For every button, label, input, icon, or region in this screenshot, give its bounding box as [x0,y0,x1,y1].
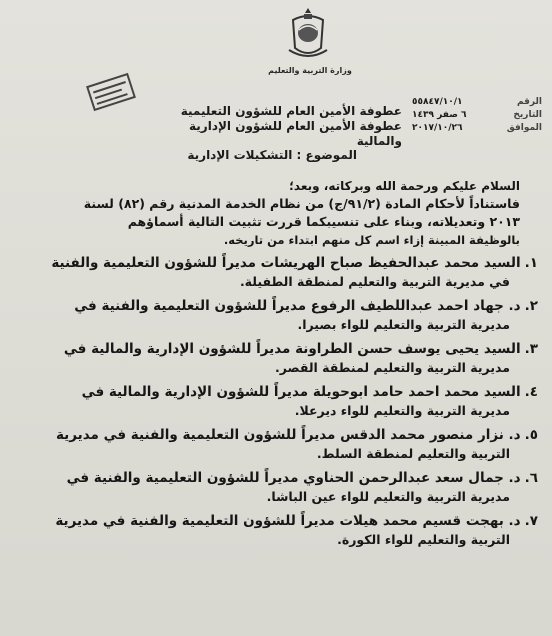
item-number: ٦. [524,470,538,486]
item-line: د. جهاد احمد عبداللطيف الرفوع مديراً للشؤون التعليمية والفنية في [74,298,521,314]
gregorian-date-value: ٢٠١٧/١٠/٢٦ [412,123,463,133]
ministry-name: وزارة التربية والتعليم [268,66,352,75]
recipient-line: عطوفة الأمين العام للشؤون الإدارية والمالية [189,119,402,148]
gregorian-date-label: الموافق [506,123,542,133]
recipients [142,104,402,149]
subject-line: الموضوع : التشكيلات الإدارية [187,148,357,162]
number-value: ٥٥٨٤٧/١٠/١ [412,97,463,107]
hijri-date-label: التاريخ [513,110,542,120]
appointment-item [14,297,538,334]
reference-number-row [412,96,542,109]
item-line: في مديرية التربية والتعليم لمنطقة الطفيلة. [239,274,510,289]
number-label: الرقم [516,97,542,107]
item-line: مديرية التربية والتعليم للواء ديرعلا. [294,403,510,418]
item-line: السيد محمد احمد حامد ابوحويلة مديراً للشؤون الإدارية والمالية في [81,384,521,400]
letter-reference [412,96,542,135]
item-line: السيد يحيى يوسف حسن الطراونة مديراً للشؤون الإدارية والمالية في [63,341,521,357]
intro-line: بالوظيفة المبينة إزاء اسم كل منهم ابتداء من تاريخه. [223,233,520,247]
intro-line: ٢٠١٣ وتعديلاته، وبناء على تنسيبكما قررت تثبيت التالية أسماؤهم [127,214,520,229]
appointment-item [14,426,538,463]
item-number: ٥. [524,427,538,443]
item-line: مديرية التربية والتعليم للواء عين الباشا. [266,489,510,504]
jordan-coat-of-arms-icon [285,6,331,64]
received-stamp-icon [84,72,138,112]
item-line: التربية والتعليم لمنطقة السلط. [316,446,510,461]
greeting: السلام عليكم ورحمة الله وبركاته، وبعد؛ [289,179,520,193]
recipient-line: عطوفة الأمين العام للشؤون التعليمية [180,104,402,118]
item-line: د. بهجت قسيم محمد هيلات مديراً للشؤون التعليمية والفنية في مديرية [55,513,521,529]
item-line: التربية والتعليم للواء الكورة. [337,532,510,547]
letter-body [14,178,538,549]
item-number: ٤. [524,384,538,400]
appointment-item [14,469,538,506]
item-line: د. نزار منصور محمد الدقس مديراً للشؤون التعليمية والفنية في مديرية [55,427,521,443]
appointment-item [14,383,538,420]
item-number: ٧. [524,513,538,529]
appointment-item [14,340,538,377]
appointment-item [14,512,538,549]
item-number: ٢. [524,298,538,314]
intro-line: فاستناداً لأحكام المادة (٩١/٢/ج) من نظام الخدمة المدنية رقم (٨٢) لسنة [83,196,520,211]
hijri-date-value: ٦ صفر ١٤٣٩ [412,110,467,120]
appointment-item [14,254,538,291]
gregorian-date-row [412,122,542,135]
item-number: ١. [524,255,538,271]
item-line: السيد محمد عبدالحفيظ صباح الهريشات مديراً للشؤون التعليمية والفنية [51,255,521,271]
item-line: مديرية التربية والتعليم لمنطقة القصر. [274,360,510,375]
item-number: ٣. [524,341,538,357]
hijri-date-row [412,109,542,122]
item-line: مديرية التربية والتعليم للواء بصيرا. [297,317,510,332]
item-line: د. جمال سعد عبدالرحمن الحناوي مديراً للشؤون التعليمية والفنية في [66,470,521,486]
